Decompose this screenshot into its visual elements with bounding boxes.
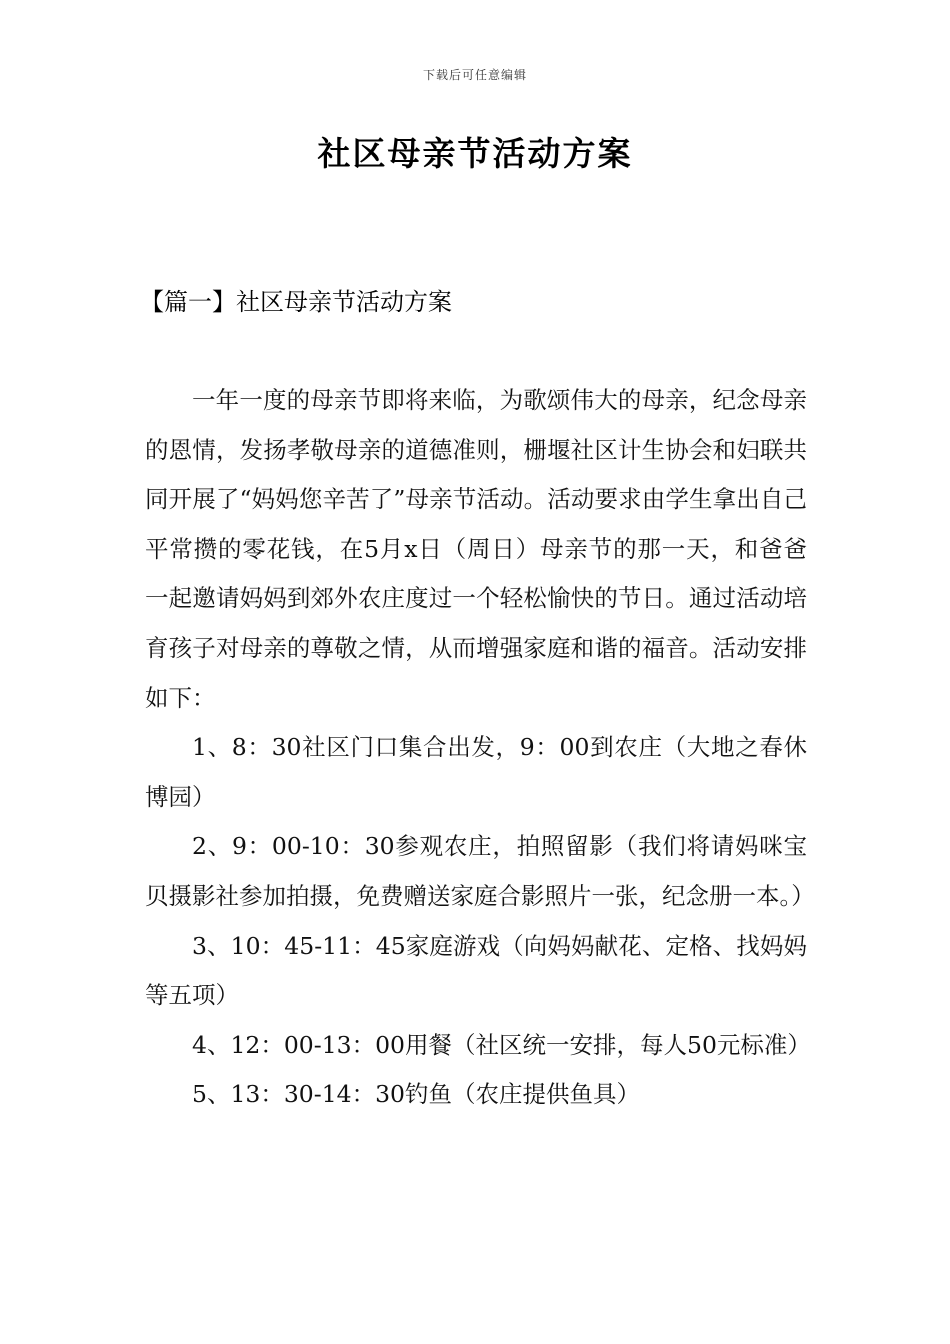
schedule-item: 4、12：00-13：00用餐（社区统一安排，每人50元标准） bbox=[192, 1030, 811, 1059]
schedule-item: 1、8：30社区门口集合出发，9：00到农庄（大地之春休博园） bbox=[145, 733, 807, 811]
schedule-item: 2、9：00-10：30参观农庄，拍照留影（我们将请妈咪宝贝摄影社参加拍摄，免费赠送家庭合影照片一张，纪念册一本。） bbox=[145, 832, 815, 910]
document-body bbox=[145, 376, 815, 1120]
section-heading: 【篇一】社区母亲节活动方案 bbox=[140, 288, 452, 316]
intro-paragraph: 一年一度的母亲节即将来临，为歌颂伟大的母亲，纪念母亲的恩情，发扬孝敬母亲的道德准则，栅堰社区计生协会和妇联共同开展了“妈妈您辛苦了”母亲节活动。活动要求由学生拿出自己平常攒的零花钱，在5月x日（周日）母亲节的那一天，和爸爸一起邀请妈妈到郊外农庄度过一个轻松愉快的节日。通过活动培育孩子对母亲的尊敬之情，从而增强家庭和谐的福音。活动安排如下： bbox=[145, 386, 807, 712]
schedule-item: 3、10：45-11：45家庭游戏（向妈妈献花、定格、找妈妈等五项） bbox=[145, 931, 807, 1010]
schedule-item: 5、13：30-14：30钓鱼（农庄提供鱼具） bbox=[192, 1080, 641, 1109]
header-note: 下载后可任意编辑 bbox=[422, 68, 527, 82]
document-title: 社区母亲节活动方案 bbox=[317, 134, 633, 173]
